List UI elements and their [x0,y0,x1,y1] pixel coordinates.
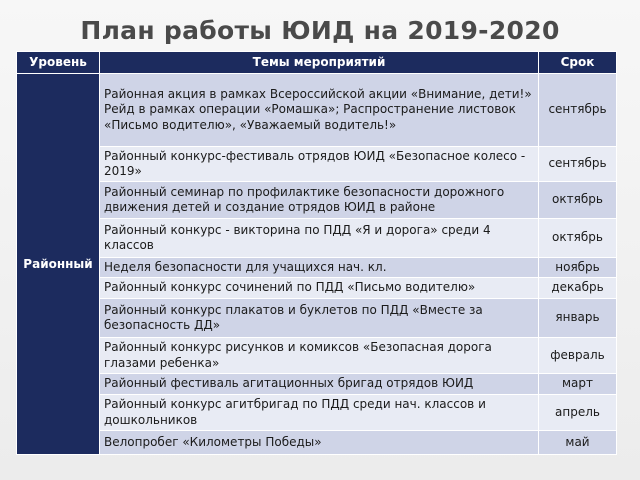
level-cell: Районный [17,74,100,455]
header-term: Срок [539,52,617,74]
table-row [17,338,617,374]
table-row [17,74,617,147]
term-cell: декабрь [539,278,617,299]
table-row [17,258,617,278]
event-cell: Велопробег «Километры Победы» [100,431,539,455]
event-cell: Неделя безопасности для учащихся нач. кл. [100,258,539,278]
event-cell: Районный конкурс сочинений по ПДД «Письмо водителю» [100,278,539,299]
table-header-row [17,52,617,74]
table-row [17,431,617,455]
event-cell: Районный конкурс рисунков и комиксов «Безопасная дорога глазами ребенка» [100,338,539,374]
table-row [17,147,617,182]
term-cell: март [539,374,617,395]
term-cell: январь [539,299,617,338]
term-cell: февраль [539,338,617,374]
event-cell: Районный фестиваль агитационных бригад отрядов ЮИД [100,374,539,395]
term-cell: май [539,431,617,455]
event-line: Рейд в рамках операции «Ромашка»; Распространение листовок «Письмо водителю», «Уважаемый водитель!» [104,102,516,132]
event-cell: Районный семинар по профилактике безопасности дорожного движения детей и создание отрядов ЮИД в районе [100,182,539,219]
table-row [17,278,617,299]
header-level: Уровень [17,52,100,74]
page-title: План работы ЮИД на 2019-2020 [80,16,560,45]
term-cell: октябрь [539,219,617,258]
table-row [17,219,617,258]
term-cell: октябрь [539,182,617,219]
term-cell: сентябрь [539,74,617,147]
table-row [17,395,617,431]
event-cell: Районный конкурс плакатов и буклетов по ПДД «Вместе за безопасность ДД» [100,299,539,338]
event-cell: Районный конкурс агитбригад по ПДД среди нач. классов и дошкольников [100,395,539,431]
event-cell: Районный конкурс - викторина по ПДД «Я и дорога» среди 4 классов [100,219,539,258]
table-row [17,299,617,338]
term-cell: сентябрь [539,147,617,182]
term-cell: ноябрь [539,258,617,278]
table-row [17,374,617,395]
plan-table [16,51,617,455]
event-cell: Районный конкурс-фестиваль отрядов ЮИД «Безопасное колесо - 2019» [100,147,539,182]
term-cell: апрель [539,395,617,431]
event-line: Районная акция в рамках Всероссийской акции «Внимание, дети!» [104,86,532,101]
header-events: Темы мероприятий [100,52,539,74]
table-row [17,182,617,219]
event-cell [100,74,539,147]
